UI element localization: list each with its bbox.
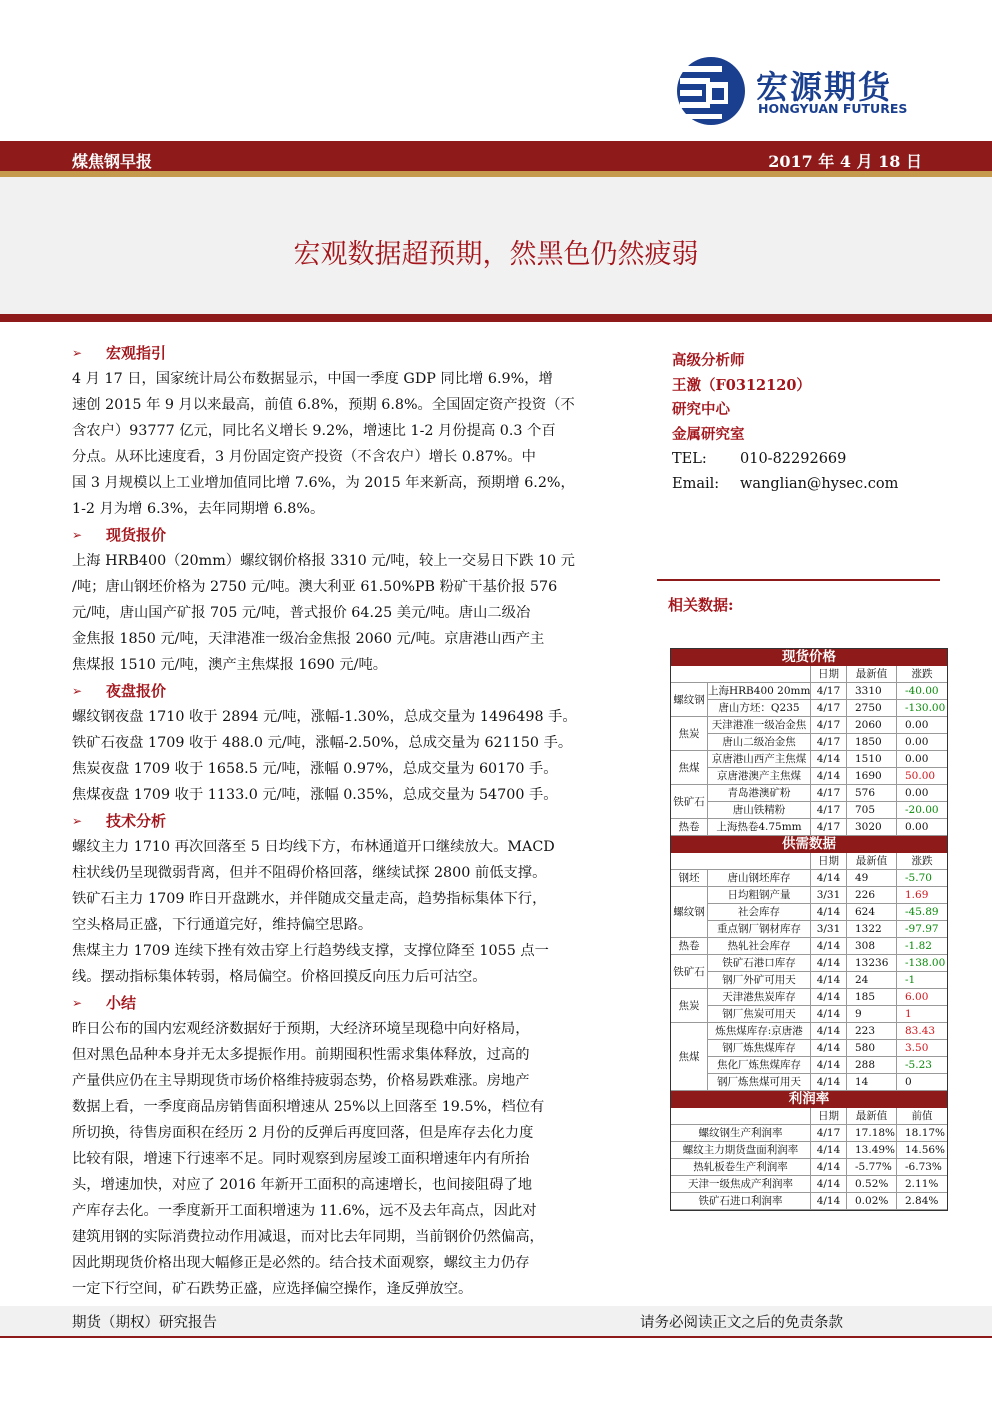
row-value: 3310: [847, 683, 897, 700]
row-change: 50.00: [897, 768, 947, 785]
row-value: 1510: [847, 751, 897, 768]
row-name: 热轧板卷生产利润率: [671, 1159, 811, 1176]
row-name: 社会库存: [708, 904, 811, 921]
email-label: Email:: [672, 475, 720, 492]
section-title: 技术分析: [106, 812, 167, 830]
group-rows: [708, 683, 947, 717]
footer-disclaimer[interactable]: 请务必阅读正文之后的免责条款: [640, 1315, 843, 1331]
table-group: [671, 938, 947, 955]
row-value: 226: [847, 887, 897, 904]
row-change: -138.00: [897, 955, 947, 972]
table-group: [671, 870, 947, 887]
section-title: 现货报价: [106, 526, 167, 544]
row-date: 4/14: [811, 751, 847, 768]
paragraph-line: 分点。从环比速度看，3 月份固定资产投资（不含农户）增长 0.87%。中: [72, 449, 536, 465]
analyst-team: 金属研究室: [672, 425, 745, 443]
paragraph-line: 焦煤主力 1709 连续下挫有效击穿上行趋势线支撑，支撑位降至 1055 点一: [72, 943, 549, 959]
report-type: 煤焦钢早报: [72, 152, 153, 171]
report-body: [72, 340, 632, 1302]
row-change: 83.43: [897, 1023, 947, 1040]
row-name: 天津港准一级冶金焦: [708, 717, 811, 734]
row-name: 唐山二级冶金焦: [708, 734, 811, 751]
table-row: [708, 768, 947, 785]
paragraph-line: 国 3 月规模以上工业增加值同比增 7.6%，为 2015 年来新高，预期增 6.2%，: [72, 475, 575, 491]
row-change: -130.00: [897, 700, 947, 717]
row-date: 4/17: [811, 785, 847, 802]
row-change: 1.69: [897, 887, 947, 904]
paragraph-line: 一定下行空间，矿石跌势正盛，应选择偏空操作，逢反弹放空。: [72, 1281, 473, 1297]
row-name: 京唐港澳产主焦煤: [708, 768, 811, 785]
row-name: 焦化厂炼焦煤库存: [708, 1057, 811, 1074]
paragraph-line: 铁矿石夜盘 1709 收于 488.0 元/吨，涨幅-2.50%，总成交量为 621150 手。: [72, 735, 573, 751]
column-header: 最新值: [847, 666, 897, 683]
table-row: [708, 1023, 947, 1040]
row-name: 钢厂焦炭可用天: [708, 1006, 811, 1023]
row-prev: 18.17%: [897, 1125, 947, 1142]
row-name: 铁矿石港口库存: [708, 955, 811, 972]
column-header: 日期: [811, 1108, 847, 1125]
spot-section-title: 现货价格: [671, 649, 947, 666]
report-date: 2017 年 4 月 18 日: [768, 152, 922, 171]
email-value[interactable]: wanglian@hysec.com: [740, 475, 899, 492]
row-category: 螺纹钢: [671, 887, 708, 938]
table-row: [708, 972, 947, 989]
row-change: -1.82: [897, 938, 947, 955]
group-rows: [708, 938, 947, 955]
row-date: 3/31: [811, 887, 847, 904]
table-row: [708, 734, 947, 751]
column-header: 前值: [897, 1108, 947, 1125]
table-group: [671, 1023, 947, 1091]
row-date: 4/17: [811, 734, 847, 751]
section-title: 宏观指引: [106, 344, 167, 362]
hongyuan-logo-icon: [676, 56, 746, 126]
header-blank: [671, 1108, 811, 1125]
paragraph-line: 速创 2015 年 9 月以来最高，前值 6.8%，预期 6.8%。全国固定资产投资（不: [72, 397, 575, 413]
row-value: 1690: [847, 768, 897, 785]
analyst-name: 王激（F0312120）: [672, 376, 811, 394]
paragraph-line: 焦煤报 1510 元/吨，澳产主焦煤报 1690 元/吨。: [72, 657, 388, 673]
analyst-dept: 研究中心: [672, 401, 730, 418]
row-name: 唐山方坯：Q235: [708, 700, 811, 717]
bullet-arrow-icon: ➢: [72, 814, 83, 828]
group-rows: [708, 785, 947, 819]
tel-label: TEL:: [672, 451, 707, 467]
row-category: 焦煤: [671, 1023, 708, 1091]
row-change: 3.50: [897, 1040, 947, 1057]
row-date: 4/14: [811, 1057, 847, 1074]
row-change: -5.23: [897, 1057, 947, 1074]
row-name: 唐山铁精粉: [708, 802, 811, 819]
row-name: 钢厂外矿可用天: [708, 972, 811, 989]
group-rows: [708, 819, 947, 836]
row-value: 17.18%: [847, 1125, 897, 1142]
row-date: 4/17: [811, 819, 847, 836]
footer-left: 期货（期权）研究报告: [72, 1315, 217, 1331]
group-rows: [708, 717, 947, 751]
row-value: 580: [847, 1040, 897, 1057]
row-name: 螺纹钢生产利润率: [671, 1125, 811, 1142]
row-prev: 14.56%: [897, 1142, 947, 1159]
row-value: 9: [847, 1006, 897, 1023]
row-date: 4/14: [811, 938, 847, 955]
bullet-arrow-icon: ➢: [72, 684, 83, 698]
table-header-row: [671, 853, 947, 870]
group-rows: [708, 751, 947, 785]
row-change: 6.00: [897, 989, 947, 1006]
row-change: 0.00: [897, 734, 947, 751]
paragraph-line: 产库存去化。一季度新开工面积增速为 11.6%，远不及去年高点，因此对: [72, 1203, 537, 1219]
table-row: [671, 1159, 947, 1176]
row-category: 热卷: [671, 938, 708, 955]
column-header: 最新值: [847, 853, 897, 870]
section-paragraph: [72, 548, 632, 678]
row-name: 天津港焦炭库存: [708, 989, 811, 1006]
paragraph-line: 因此期现货价格出现大幅修正是必然的。结合技术面观察，螺纹主力仍存: [72, 1255, 530, 1271]
section-paragraph: [72, 1016, 632, 1302]
row-change: 0.00: [897, 751, 947, 768]
table-group: [671, 717, 947, 751]
row-date: 3/31: [811, 921, 847, 938]
table-header-row: [671, 666, 947, 683]
row-change: -40.00: [897, 683, 947, 700]
row-date: 4/14: [811, 955, 847, 972]
row-name: 京唐港山西产主焦煤: [708, 751, 811, 768]
table-row: [708, 700, 947, 717]
row-name: 天津一级焦成产利润率: [671, 1176, 811, 1193]
row-date: 4/14: [811, 1176, 847, 1193]
table-group: [671, 989, 947, 1023]
table-group: [671, 887, 947, 938]
table-row: [708, 955, 947, 972]
row-date: 4/17: [811, 683, 847, 700]
paragraph-line: 比较有限，增速下行速率不足。同时观察到房屋竣工面积增速年内有所抬: [72, 1151, 530, 1167]
brand-name-cn: 宏源期货: [756, 68, 893, 106]
table-row: [708, 870, 947, 887]
paragraph-line: 金焦报 1850 元/吨，天津港准一级冶金焦报 2060 元/吨。京唐港山西产主: [72, 631, 545, 647]
table-group: [671, 751, 947, 785]
section-paragraph: [72, 366, 632, 522]
tel-value: 010-82292669: [740, 451, 847, 467]
group-rows: [708, 870, 947, 887]
row-date: 4/14: [811, 972, 847, 989]
section-heading: [72, 522, 632, 548]
header-blank: [671, 853, 811, 870]
row-value: 2750: [847, 700, 897, 717]
table-row: [708, 717, 947, 734]
bullet-arrow-icon: ➢: [72, 346, 83, 360]
table-row: [708, 1074, 947, 1091]
paragraph-line: 柱状线仍呈现微弱背离，但并不阻碍价格回落，继续试探 2800 前低支撑。: [72, 865, 547, 881]
table-row: [671, 1193, 947, 1210]
row-name: 唐山钢坯库存: [708, 870, 811, 887]
table-row: [708, 802, 947, 819]
data-tables: [670, 648, 948, 1211]
paragraph-line: 但对黑色品种本身并无太多提振作用。前期囤积性需求集体释放，过高的: [72, 1047, 530, 1063]
row-value: 2060: [847, 717, 897, 734]
analyst-info: [672, 349, 962, 496]
row-value: 1322: [847, 921, 897, 938]
row-prev: 2.84%: [897, 1193, 947, 1210]
row-name: 上海热卷4.75mm: [708, 819, 811, 836]
footer-rule: [0, 1336, 992, 1338]
row-prev: 2.11%: [897, 1176, 947, 1193]
row-change: -20.00: [897, 802, 947, 819]
section-heading: [72, 990, 632, 1016]
row-date: 4/14: [811, 1142, 847, 1159]
table-row: [708, 751, 947, 768]
paragraph-line: 所切换，待售房面积在经历 2 月份的反弹后再度回落，但是库存去化力度: [72, 1125, 534, 1141]
row-value: 1850: [847, 734, 897, 751]
row-value: 14: [847, 1074, 897, 1091]
paragraph-line: 焦煤夜盘 1709 收于 1133.0 元/吨，涨幅 0.35%，总成交量为 54700 手。: [72, 787, 558, 803]
table-row: [708, 683, 947, 700]
column-header: 涨跌: [897, 666, 947, 683]
row-date: 4/17: [811, 1125, 847, 1142]
brand-name-en: HONGYUAN FUTURES: [758, 101, 908, 116]
row-change: 0: [897, 1074, 947, 1091]
paragraph-line: 螺纹钢夜盘 1710 收于 2894 元/吨，涨幅-1.30%，总成交量为 1496498 手。: [72, 709, 577, 725]
row-prev: -6.73%: [897, 1159, 947, 1176]
paragraph-line: 空头格局正盛，下行通道完好，维持偏空思路。: [72, 917, 373, 933]
section-paragraph: [72, 834, 632, 990]
row-change: -97.97: [897, 921, 947, 938]
row-date: 4/14: [811, 904, 847, 921]
paragraph-line: 上海 HRB400（20mm）螺纹钢价格报 3310 元/吨，较上一交易日下跌 10 元: [72, 553, 575, 569]
row-date: 4/17: [811, 802, 847, 819]
group-rows: [708, 887, 947, 938]
bullet-arrow-icon: ➢: [72, 528, 83, 542]
header-blank: [671, 666, 811, 683]
related-data-label: 相关数据:: [668, 596, 734, 614]
row-value: 13236: [847, 955, 897, 972]
paragraph-line: 数据上看，一季度商品房销售面积增速从 25%以上回落至 19.5%，档位有: [72, 1099, 545, 1115]
row-date: 4/14: [811, 1159, 847, 1176]
row-date: 4/14: [811, 1193, 847, 1210]
row-value: 308: [847, 938, 897, 955]
section-title: 小结: [106, 994, 137, 1012]
row-value: 3020: [847, 819, 897, 836]
paragraph-line: 含农户）93777 亿元，同比名义增长 9.2%，增速比 1-2 月份提高 0.3 个百: [72, 423, 556, 439]
profit-section-title: 利润率: [671, 1091, 947, 1108]
group-rows: [708, 989, 947, 1023]
row-value: 288: [847, 1057, 897, 1074]
title-divider: [0, 314, 992, 322]
section-paragraph: [72, 704, 632, 808]
table-group: [671, 785, 947, 819]
row-change: 1: [897, 1006, 947, 1023]
row-value: 576: [847, 785, 897, 802]
analyst-role: 高级分析师: [672, 352, 745, 369]
row-change: 0.00: [897, 785, 947, 802]
row-date: 4/14: [811, 989, 847, 1006]
row-name: 日均粗钢产量: [708, 887, 811, 904]
row-value: 24: [847, 972, 897, 989]
table-row: [708, 989, 947, 1006]
sidebar-divider: [657, 579, 940, 581]
row-change: -5.70: [897, 870, 947, 887]
row-value: -5.77%: [847, 1159, 897, 1176]
column-header: 日期: [811, 666, 847, 683]
group-rows: [708, 1023, 947, 1091]
report-title: 宏观数据超预期，然黑色仍然疲弱: [293, 239, 699, 270]
row-change: 0.00: [897, 819, 947, 836]
row-name: 螺纹主力期货盘面利润率: [671, 1142, 811, 1159]
section-title: 夜盘报价: [106, 682, 167, 700]
table-row: [708, 819, 947, 836]
row-change: 0.00: [897, 717, 947, 734]
row-name: 青岛港澳矿粉: [708, 785, 811, 802]
row-name: 重点钢厂钢材库存: [708, 921, 811, 938]
table-group: [671, 683, 947, 717]
row-date: 4/14: [811, 1023, 847, 1040]
paragraph-line: 焦炭夜盘 1709 收于 1658.5 元/吨，涨幅 0.97%，总成交量为 60170 手。: [72, 761, 558, 777]
supply-section-title: 供需数据: [671, 836, 947, 853]
row-value: 705: [847, 802, 897, 819]
row-name: 钢厂炼焦煤可用天: [708, 1074, 811, 1091]
section-heading: [72, 678, 632, 704]
table-header-row: [671, 1108, 947, 1125]
row-value: 223: [847, 1023, 897, 1040]
paragraph-line: 1-2 月为增 6.3%，去年同期增 6.8%。: [72, 501, 325, 517]
paragraph-line: 建筑用钢的实际消费拉动作用减退，而对比去年同期，当前钢价仍然偏高，: [72, 1229, 544, 1245]
analyst-tel: [672, 447, 962, 472]
row-category: 铁矿石: [671, 785, 708, 819]
table-row: [708, 921, 947, 938]
header-band: [0, 141, 992, 177]
paragraph-line: 元/吨，唐山国产矿报 705 元/吨，普式报价 64.25 美元/吨。唐山二级冶: [72, 605, 531, 621]
row-name: 炼焦煤库存:京唐港: [708, 1023, 811, 1040]
row-category: 钢坯: [671, 870, 708, 887]
row-category: 热卷: [671, 819, 708, 836]
row-value: 0.52%: [847, 1176, 897, 1193]
row-value: 185: [847, 989, 897, 1006]
analyst-email: [672, 472, 962, 497]
row-name: 上海HRB400 20mm: [708, 683, 811, 700]
row-value: 624: [847, 904, 897, 921]
table-row: [708, 938, 947, 955]
paragraph-line: 4 月 17 日，国家统计局公布数据显示，中国一季度 GDP 同比增 6.9%，增: [72, 371, 553, 387]
paragraph-line: /吨；唐山钢坯价格为 2750 元/吨。澳大利亚 61.50%PB 粉矿干基价报 576: [72, 579, 558, 595]
paragraph-line: 线。摆动指标集体转弱，格局偏空。价格回摸反向压力后可沽空。: [72, 969, 487, 985]
row-date: 4/14: [811, 1074, 847, 1091]
row-date: 4/14: [811, 870, 847, 887]
table-row: [708, 1040, 947, 1057]
row-name: 铁矿石进口利润率: [671, 1193, 811, 1210]
row-date: 4/17: [811, 700, 847, 717]
row-value: 49: [847, 870, 897, 887]
table-row: [671, 1176, 947, 1193]
row-date: 4/14: [811, 1006, 847, 1023]
row-date: 4/14: [811, 1040, 847, 1057]
table-group: [671, 955, 947, 989]
section-heading: [72, 340, 632, 366]
row-name: 热轧社会库存: [708, 938, 811, 955]
group-rows: [708, 955, 947, 989]
table-row: [708, 785, 947, 802]
table-row: [708, 904, 947, 921]
row-value: 13.49%: [847, 1142, 897, 1159]
column-header: 最新值: [847, 1108, 897, 1125]
table-row: [671, 1142, 947, 1159]
row-category: 焦炭: [671, 717, 708, 751]
column-header: 日期: [811, 853, 847, 870]
row-category: 螺纹钢: [671, 683, 708, 717]
table-row: [671, 1125, 947, 1142]
row-value: 0.02%: [847, 1193, 897, 1210]
paragraph-line: 螺纹主力 1710 再次回落至 5 日均线下方，布林通道开口继续放大。MACD: [72, 839, 555, 855]
bullet-arrow-icon: ➢: [72, 996, 83, 1010]
row-change: -1: [897, 972, 947, 989]
table-row: [708, 1006, 947, 1023]
paragraph-line: 头，增速加快，对应了 2016 年新开工面积的高速增长，也间接阻碍了地: [72, 1177, 533, 1193]
table-row: [708, 1057, 947, 1074]
company-logo: [676, 56, 916, 130]
section-heading: [72, 808, 632, 834]
row-category: 铁矿石: [671, 955, 708, 989]
table-group: [671, 819, 947, 836]
column-header: 涨跌: [897, 853, 947, 870]
row-date: 4/14: [811, 768, 847, 785]
paragraph-line: 昨日公布的国内宏观经济数据好于预期，大经济环境呈现稳中向好格局，: [72, 1021, 530, 1037]
row-change: -45.89: [897, 904, 947, 921]
paragraph-line: 铁矿石主力 1709 昨日开盘跳水，并伴随成交量走高，趋势指标集体下行，: [72, 891, 547, 907]
table-row: [708, 887, 947, 904]
row-category: 焦炭: [671, 989, 708, 1023]
row-name: 钢厂炼焦煤库存: [708, 1040, 811, 1057]
row-category: 焦煤: [671, 751, 708, 785]
paragraph-line: 产量供应仍在主导期现货市场价格维持疲弱态势，价格易跌难涨。房地产: [72, 1073, 530, 1089]
row-date: 4/17: [811, 717, 847, 734]
